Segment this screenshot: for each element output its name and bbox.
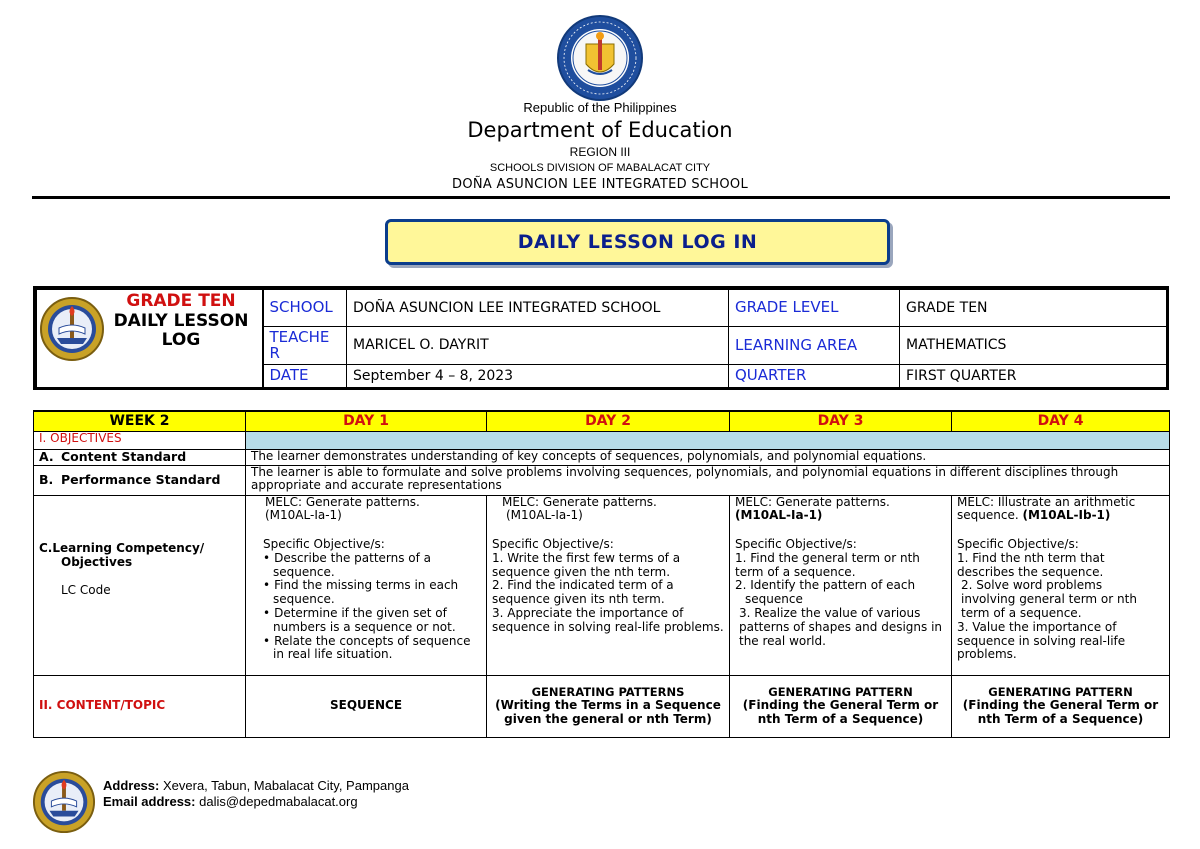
melc-code: (M10AL-Ia-1) (506, 508, 583, 523)
topic-day4 (952, 675, 1170, 737)
topic-day2 (487, 675, 730, 737)
competency-day4 (952, 495, 1170, 675)
school-name: DOÑA ASUNCION LEE INTEGRATED SCHOOL (452, 177, 748, 192)
objective-item: 3. Value the importance of sequence in solving real-life problems. (957, 619, 1126, 662)
day-header: DAY 4 (952, 411, 1170, 431)
log-heading (91, 292, 271, 351)
specific-objectives-label: Specific Objective/s: (957, 537, 1079, 552)
melc-code: (M10AL-Ia-1) (735, 508, 823, 523)
specific-objectives-label: Specific Objective/s: (492, 537, 614, 552)
objective-item: 1. Find the nth term that (957, 550, 1105, 565)
melc-code: (M10AL-Ib-1) (1022, 508, 1111, 523)
grade-level-value: GRADE TEN (900, 290, 1167, 327)
objective-item: 1. Find the general term or nth term of a sequence. (735, 550, 920, 579)
school-label: SCHOOL (263, 290, 347, 327)
content-standard-label: Content Standard (61, 448, 187, 464)
content-standard-row (34, 449, 1170, 465)
quarter-value: FIRST QUARTER (900, 365, 1167, 388)
objective-item-cont: involving general term or nth term of a sequence. (961, 592, 1137, 621)
quarter-label: QUARTER (729, 365, 900, 388)
topic-title: GENERATING PATTERNS (531, 684, 685, 699)
footer-contact (103, 778, 409, 811)
competency-day3 (730, 495, 952, 675)
division-text: SCHOOLS DIVISION OF MABALACAT CITY (489, 162, 711, 174)
learning-area-value: MATHEMATICS (900, 327, 1167, 365)
melc-code: (M10AL-Ia-1) (265, 508, 342, 523)
email-label: Email address: (103, 794, 196, 810)
objectives-heading: I. OBJECTIVES (34, 431, 246, 449)
teacher-value: MARICEL O. DAYRIT (347, 327, 729, 365)
objective-item: 2. Solve word problems (961, 578, 1103, 593)
lc-code-label: LC Code (61, 582, 111, 597)
objective-item-cont: sequence (745, 592, 803, 607)
melc-text: MELC: Generate patterns. (735, 494, 890, 509)
competency-letter: C. (39, 541, 53, 556)
teacher-label-line2: R (269, 343, 280, 362)
topic-day1: SEQUENCE (246, 675, 487, 737)
performance-standard-label: Performance Standard (61, 471, 221, 487)
department-title: Department of Education (467, 118, 733, 142)
objective-item: • Relate the concepts of sequence in real life situation. (263, 635, 481, 663)
specific-objectives-label: Specific Objective/s: (735, 537, 857, 552)
competency-row (34, 495, 1170, 675)
topic-subtitle: (Finding the General Term or nth Term of a Sequence) (962, 697, 1159, 726)
info-logo-cell (37, 290, 263, 388)
objective-item: 3. Appreciate the importance of sequence in solving real-life problems. (492, 606, 724, 634)
competency-day2 (487, 495, 730, 675)
log-title-line1: DAILY LESSON (113, 310, 249, 331)
date-label: DATE (263, 365, 347, 388)
topic-title: GENERATING PATTERN (768, 684, 913, 699)
content-standard-text: The learner demonstrates understanding of key concepts of sequences, polynomials, and polynomial equations. (246, 449, 1170, 465)
objectives-row (34, 431, 1170, 449)
republic-text: Republic of the Philippines (523, 100, 677, 115)
performance-standard-letter: B. (39, 471, 54, 487)
address-label: Address: (103, 778, 160, 793)
melc-text-2: sequence. (957, 508, 1019, 523)
competency-label-2: Objectives (61, 555, 133, 570)
topic-day3 (730, 675, 952, 737)
content-topic-label: II. CONTENT/TOPIC (34, 675, 246, 737)
content-topic-row (34, 675, 1170, 737)
objective-item: 2. Find the indicated term of a sequence given its nth term. (492, 578, 674, 607)
email-text[interactable]: dalis@depedmabalacat.org (199, 794, 358, 810)
objectives-bar (246, 431, 1170, 449)
topic-subtitle: (Finding the General Term or nth Term of a Sequence) (742, 697, 939, 726)
grade-level-label: GRADE LEVEL (729, 290, 900, 327)
teacher-label (263, 327, 347, 365)
school-value: DOÑA ASUNCION LEE INTEGRATED SCHOOL (347, 290, 729, 327)
competency-label-cell (34, 495, 246, 675)
competency-day1 (246, 495, 487, 675)
deped-seal-icon (556, 14, 644, 102)
content-standard-letter: A. (39, 448, 54, 464)
performance-standard-row (34, 465, 1170, 495)
competency-label: Learning Competency/ (52, 541, 205, 556)
lesson-table (33, 410, 1169, 738)
header-divider (32, 196, 1170, 199)
performance-standard-text: The learner is able to formulate and solve problems involving sequences, polynomials, and polynomial equations in different disciplines through appropriate and accurate representations (246, 465, 1170, 495)
address-text: Xevera, Tabun, Mabalacat City, Pampanga (162, 778, 409, 793)
melc-text: MELC: Generate patterns. (502, 494, 657, 509)
objective-item-cont: patterns of shapes and designs in the real world. (739, 619, 943, 648)
objective-item: 3. Realize the value of various (739, 606, 921, 621)
objective-item: 2. Identify the pattern of each (735, 578, 916, 593)
info-table (33, 286, 1169, 390)
week-header: WEEK 2 (34, 411, 246, 431)
table-header-row (34, 411, 1170, 431)
specific-objectives-label: Specific Objective/s: (263, 537, 385, 552)
date-value: September 4 – 8, 2023 (347, 365, 729, 388)
day-header: DAY 3 (730, 411, 952, 431)
region-text: REGION III (569, 145, 631, 159)
footer-school-logo-icon (32, 770, 96, 834)
topic-title: GENERATING PATTERN (988, 684, 1133, 699)
objective-item: 1. Write the first few terms of a sequence given the nth term. (492, 550, 681, 579)
day-header: DAY 1 (246, 411, 487, 431)
objective-item: • Find the missing terms in each sequence. (263, 579, 481, 607)
document-title: DAILY LESSON LOG IN (385, 219, 890, 265)
objective-item: • Describe the patterns of a sequence. (263, 552, 481, 580)
log-title-line2: LOG (161, 330, 201, 351)
topic-subtitle: (Writing the Terms in a Sequence given the general or nth Term) (495, 697, 721, 726)
grade-title: GRADE TEN (126, 291, 236, 311)
melc-text: MELC: Generate patterns. (265, 494, 420, 509)
teacher-label-line1: TEACHE (269, 327, 330, 346)
melc-text: MELC: Illustrate an arithmetic (957, 494, 1136, 509)
day-header: DAY 2 (487, 411, 730, 431)
objective-item: • Determine if the given set of numbers is a sequence or not. (263, 607, 481, 635)
objective-item-cont: describes the sequence. (957, 564, 1104, 579)
learning-area-label: LEARNING AREA (729, 327, 900, 365)
